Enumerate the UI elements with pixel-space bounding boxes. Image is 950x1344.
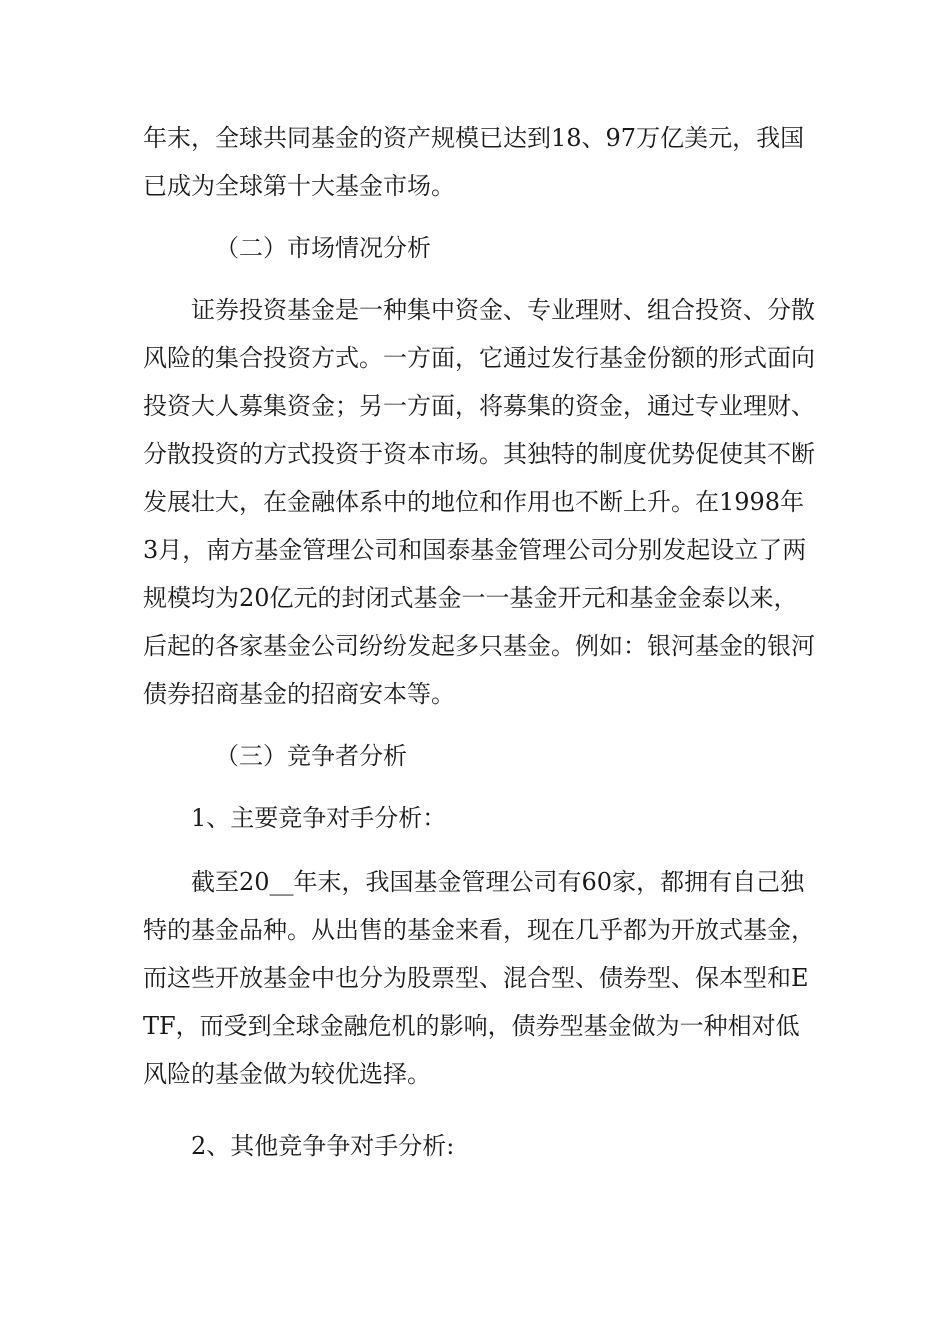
competitors-paragraph: 截至20__年末，我国基金管理公司有60家，都拥有自己独特的基金品种。从出售的基金来看，现在几乎都为开放式基金，而这些开放基金中也分为股票型、混合型、债券型、保本型和ETF，而受到全球金融危机的影响，债券型基金做为一种相对低风险的基金做为较优选择。: [143, 868, 815, 1088]
market-paragraph: 证券投资基金是一种集中资金、专业理财、组合投资、分散风险的集合投资方式。一方面，它通过发行基金份额的形式面向投资大人募集资金；另一方面，将募集的资金，通过专业理财、分散投资的方式投资于资本市场。其独特的制度优势促使其不断发展壮大，在金融体系中的地位和作用也不断上升。在1998年3月，南方基金管理公司和国泰基金管理公司分别发起设立了两规模均为20亿元的封闭式基金一一基金开元和基金金泰以来，后起的各家基金公司纷纷发起多只基金。例如：银河基金的银河债券招商基金的招商安本等。: [143, 296, 815, 708]
subheading-main-competitors: 1、主要竞争对手分析：: [191, 804, 447, 832]
section-heading-market: （二）市场情况分析: [215, 234, 431, 262]
intro-paragraph: 年末，全球共同基金的资产规模已达到18、97万亿美元，我国已成为全球第十大基金市场。: [143, 124, 805, 200]
section-heading-competitors: （三）竞争者分析: [215, 742, 407, 770]
subheading-other-competitors: 2、其他竞争争对手分析:: [191, 1132, 455, 1160]
document-body: [143, 114, 815, 1170]
